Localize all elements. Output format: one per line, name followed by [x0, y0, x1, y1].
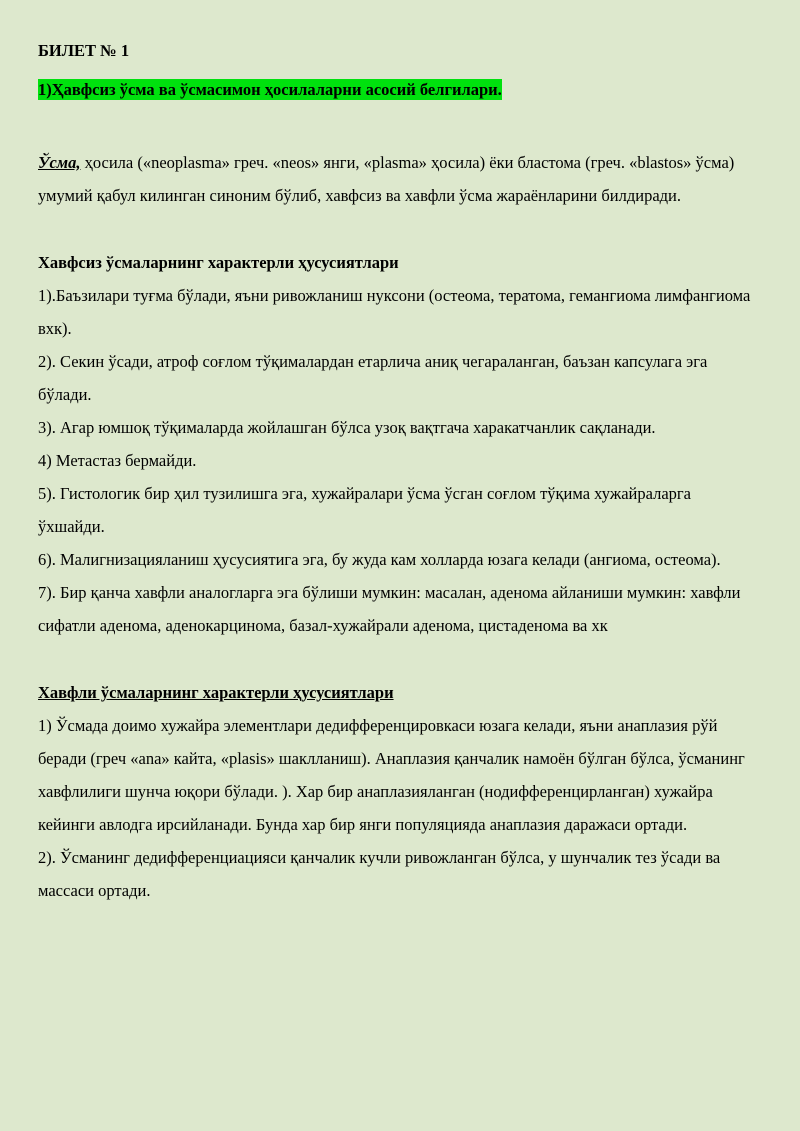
- benign-item-5: 5). Гистологик бир ҳил тузилишга эга, хужайралари ўсма ўсган соғлом тўқима хужайраларга ўхшайди.: [38, 484, 691, 536]
- malignant-item-1: 1) Ўсмада доимо хужайра элементлари дедифференцировкаси юзага келади, яъни анаплазия рўй беради (греч «ana» кайта, «plasis» шаклланиш). Анаплазия қанчалик намоён бўлган бўлса, ўсманинг хавфлилиги шунча юқори бўлади. ). Хар бир анаплазияланган (нодифференцирланган) хужайра кейинги авлодга ирсийланади. Бунда хар бир янги популяцияда анаплазия даражаси ортади.: [38, 716, 745, 834]
- benign-item-2: 2). Секин ўсади, атроф соғлом тўқималардан етарлича аниқ чегараланган, баъзан капсулага эга бўлади.: [38, 352, 708, 404]
- intro-text: ҳосила («neoplasma» греч. «neos» янги, «plasma» ҳосила) ёки бластома (греч. «blastos» ўсма) умумий қабул килинган синоним бўлиб, хавфсиз ва хавфли ўсма жараёнларини билдиради.: [38, 153, 735, 205]
- benign-item-4: 4) Метастаз бермайди.: [38, 451, 197, 470]
- document-title: БИЛЕТ № 1: [38, 41, 130, 60]
- question-highlight: 1)Ҳавфсиз ўсма ва ўсмасимон ҳосилаларни асосий белгилари.: [38, 80, 502, 99]
- benign-item-3: 3). Агар юмшоқ тўқималарда жойлашган бўлса узоқ вақтгача харакатчанлик сақланади.: [38, 418, 656, 437]
- benign-item-1: 1).Баъзилари туғма бўлади, яъни ривожланиш нуксони (остеома, тератома, гемангиома лимфангиома вхк).: [38, 286, 751, 338]
- malignant-item-2: 2). Ўсманинг дедифференциацияси қанчалик кучли ривожланган бўлса, у шунчалик тез ўсади ва массаси ортади.: [38, 848, 721, 900]
- question-line: [38, 73, 752, 106]
- benign-item-7: 7). Бир қанча хавфли аналогларга эга бўлиши мумкин: масалан, аденома айланиши мумкин: хавфли сифатли аденома, аденокарцинома, базал-хужайрали аденома, цистаденома ва хк: [38, 583, 741, 635]
- benign-item-6: 6). Малигнизацияланиш ҳусусиятига эга, бу жуда кам холларда юзага келади (ангиома, остеома).: [38, 550, 721, 569]
- benign-section-heading: Хавфсиз ўсмаларнинг характерли ҳусусиятлари: [38, 253, 399, 272]
- term-usma: Ўсма,: [38, 153, 81, 172]
- intro-paragraph: [38, 146, 752, 212]
- malignant-section-heading: Хавфли ўсмаларнинг характерли ҳусусиятлари: [38, 683, 394, 702]
